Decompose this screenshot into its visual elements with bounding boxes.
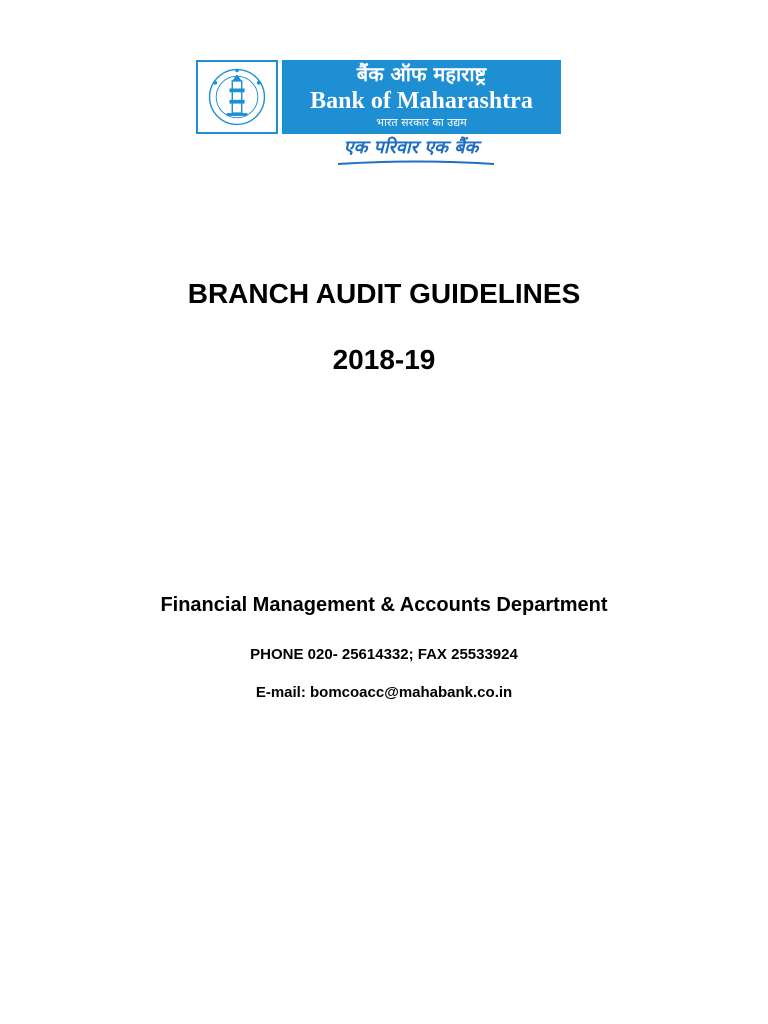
document-title: BRANCH AUDIT GUIDELINES [187, 278, 581, 309]
phone-fax-line: PHONE 020- 25614332; FAX 25533924 [250, 646, 518, 663]
emblem-graphic [198, 62, 276, 132]
email-line [0, 683, 768, 703]
bank-logo [196, 60, 561, 170]
bank-name-hindi: बैंक ऑफ महाराष्ट्र [356, 62, 487, 86]
department-name: Financial Management & Accounts Department [160, 594, 608, 616]
email-address: bomcoacc@mahabank.co.in [310, 684, 513, 701]
bank-name-english: Bank of Maharashtra [310, 88, 533, 114]
email-label: E-mail: [255, 684, 310, 701]
bank-subtitle-hindi: भारत सरकार का उद्यम [376, 116, 467, 129]
bank-tagline-hindi: एक परिवार एक बैंक [343, 137, 479, 158]
bank-name-banner [282, 60, 561, 134]
document-year: 2018-19 [332, 344, 436, 375]
tagline-swoosh-icon [336, 160, 496, 166]
bank-emblem-icon [196, 60, 278, 134]
